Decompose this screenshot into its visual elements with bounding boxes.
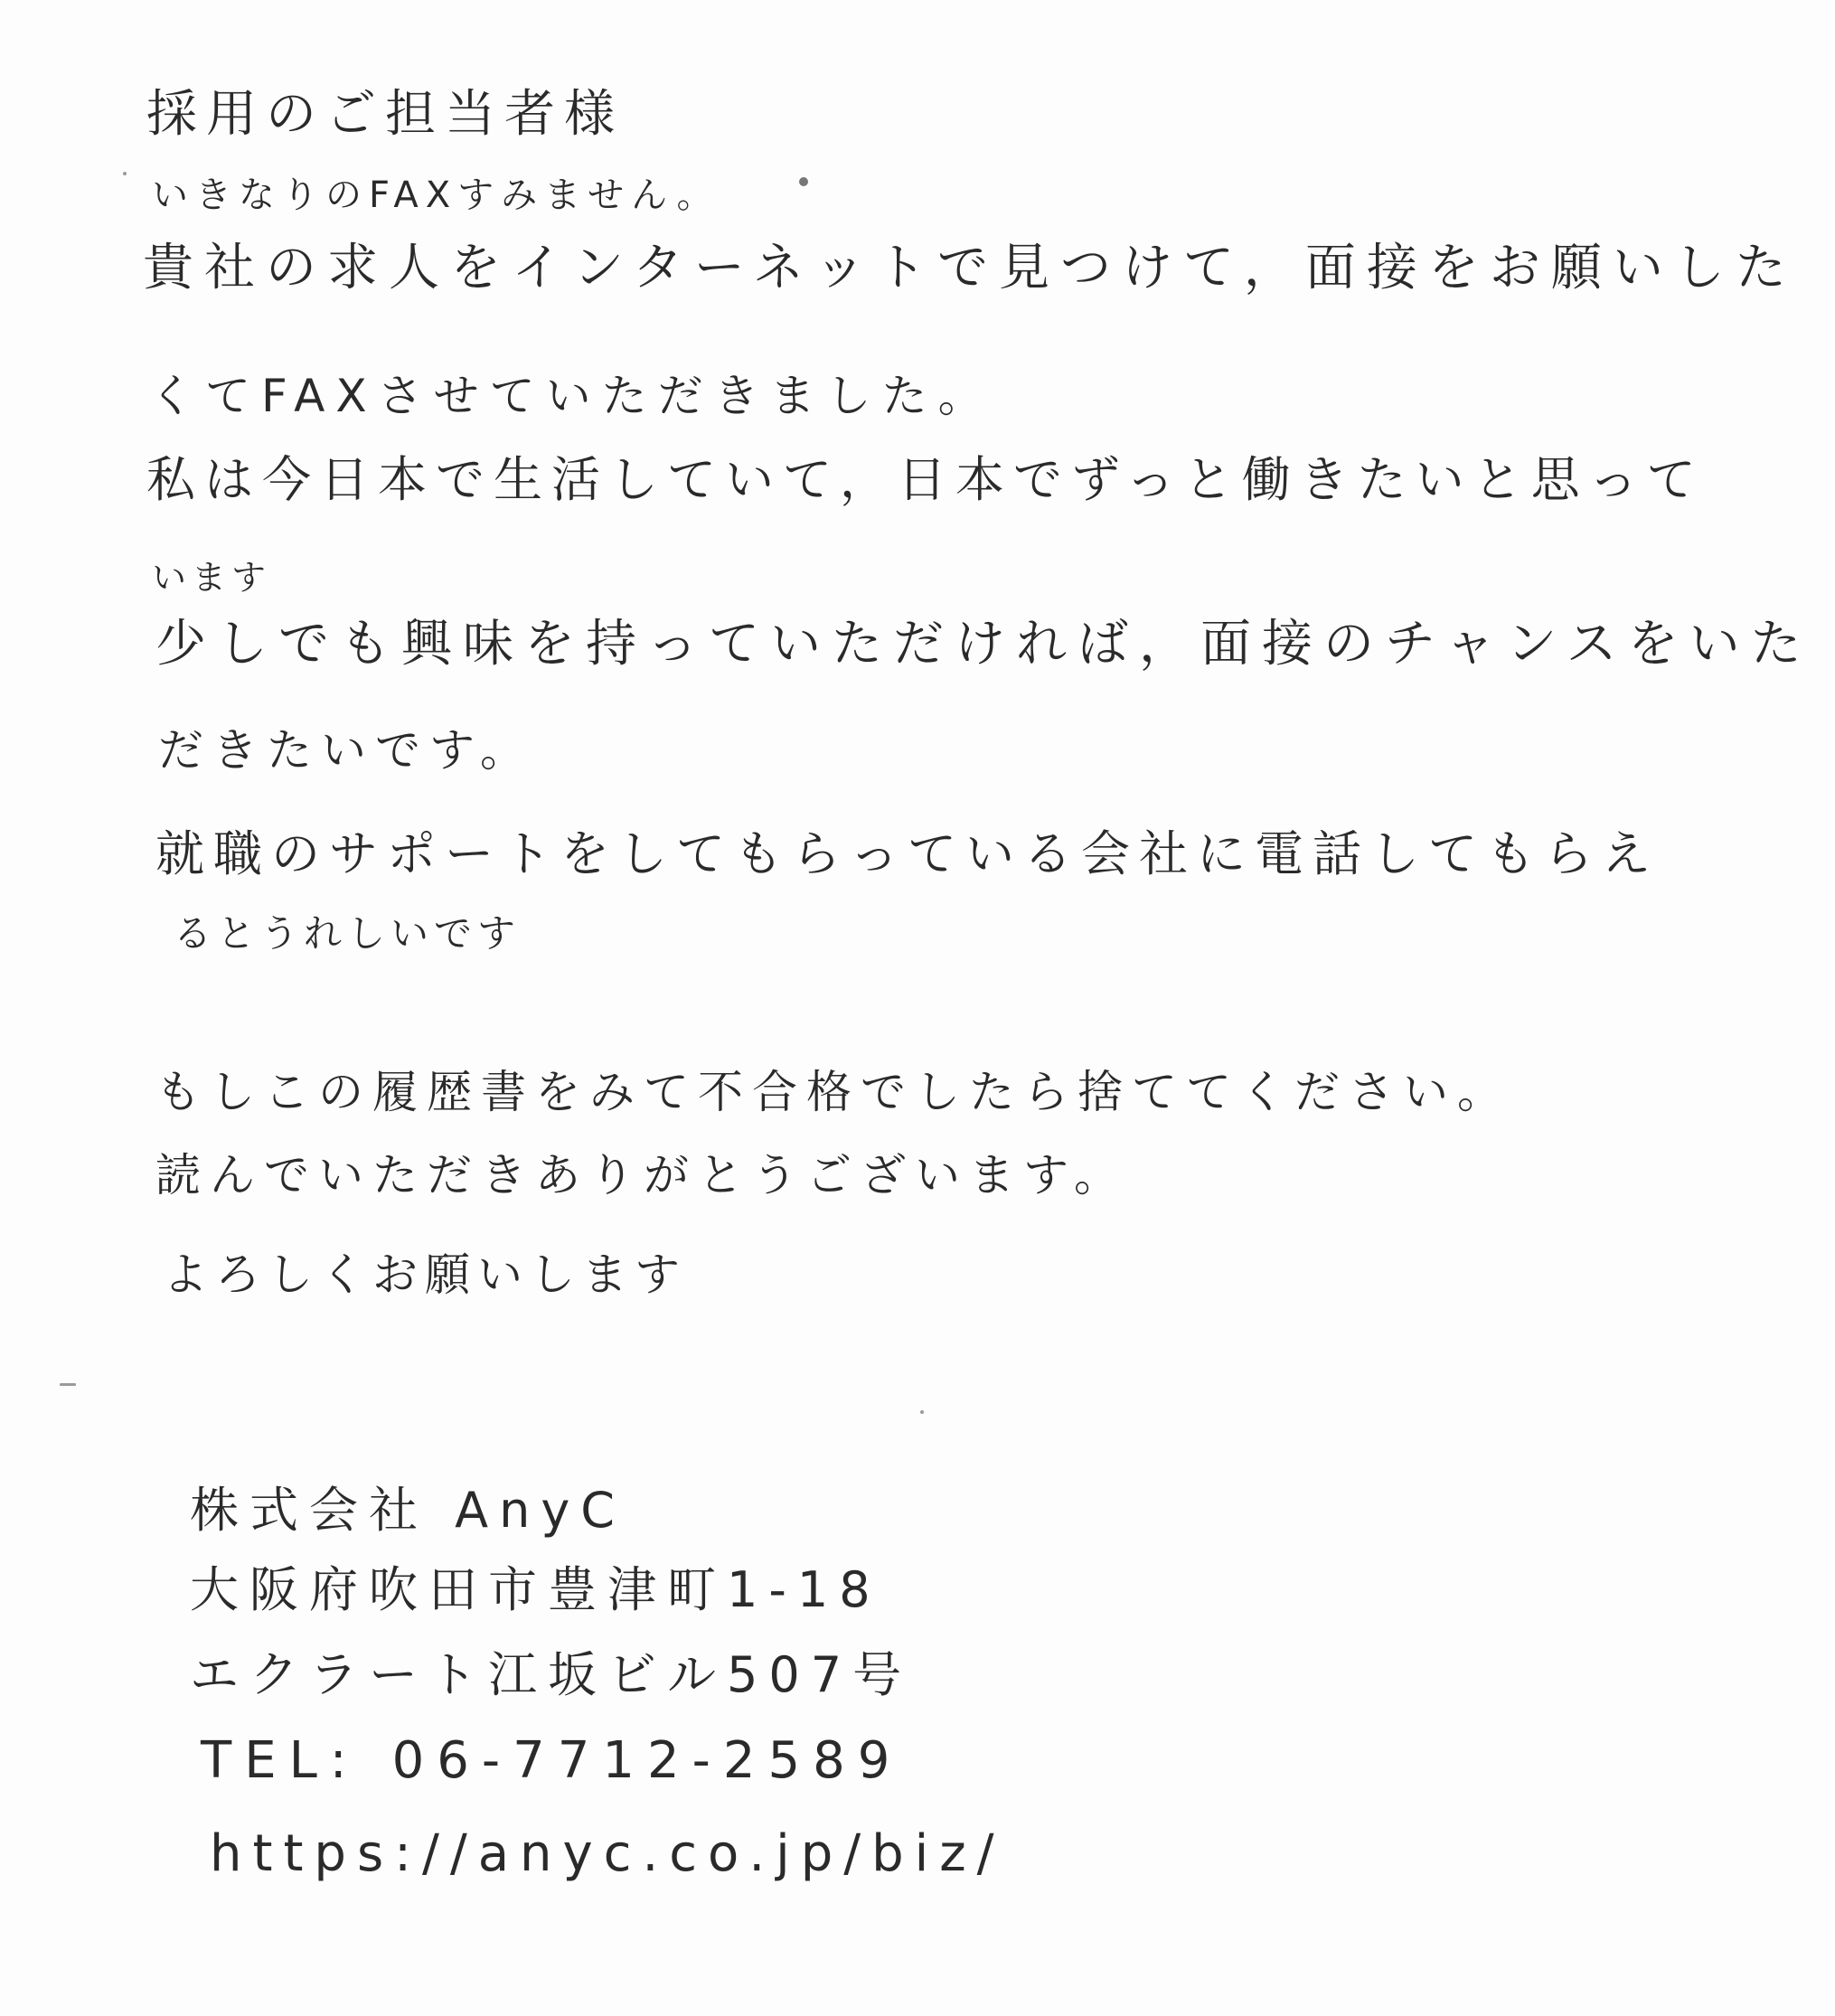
scan-speck: [123, 172, 127, 175]
phone-number: 06-7712-2589: [391, 1731, 903, 1790]
greeting: 採用のご担当者様: [146, 85, 624, 144]
letter-line: 貴社の求人をインターネットで見つけて，面接をお願いした: [143, 239, 1797, 297]
company-name: 株式会社 AnyC: [190, 1482, 626, 1539]
letter-line: だきたいです。: [158, 724, 534, 777]
letter-line: 少しでも興味を持っていただければ，面接のチャンスをいた: [155, 615, 1812, 674]
scan-speck: [799, 177, 808, 186]
letter-line: もしこの履歴書をみて不合格でしたら捨ててください。: [155, 1066, 1511, 1118]
letter-line: います: [152, 558, 272, 598]
letter-line: 私は今日本で生活していて，日本でずっと働きたいと思って: [146, 451, 1705, 508]
letter-line: 就職のサポートをしてもらっている会社に電話してもらえ: [155, 825, 1660, 882]
scan-speck: [920, 1410, 924, 1414]
website-url: https://anyc.co.jp/biz/: [210, 1824, 1005, 1883]
address-line: 大阪府吹田市豊津町1-18: [190, 1561, 881, 1618]
letter-line: よろしくお願いします: [163, 1248, 687, 1301]
letter-line: るとうれしいです: [174, 911, 522, 956]
letter-line: くてFAXさせていただきました。: [149, 370, 994, 422]
letter-line: 読んでいただきありがとうございます。: [155, 1149, 1128, 1201]
phone-row: [201, 1731, 902, 1790]
address-line: エクラート江坂ビル507号: [190, 1646, 913, 1703]
phone-label: TEL:: [201, 1731, 360, 1790]
letter-line: いきなりのFAXすみません。: [152, 174, 720, 216]
scan-speck: [60, 1383, 76, 1386]
